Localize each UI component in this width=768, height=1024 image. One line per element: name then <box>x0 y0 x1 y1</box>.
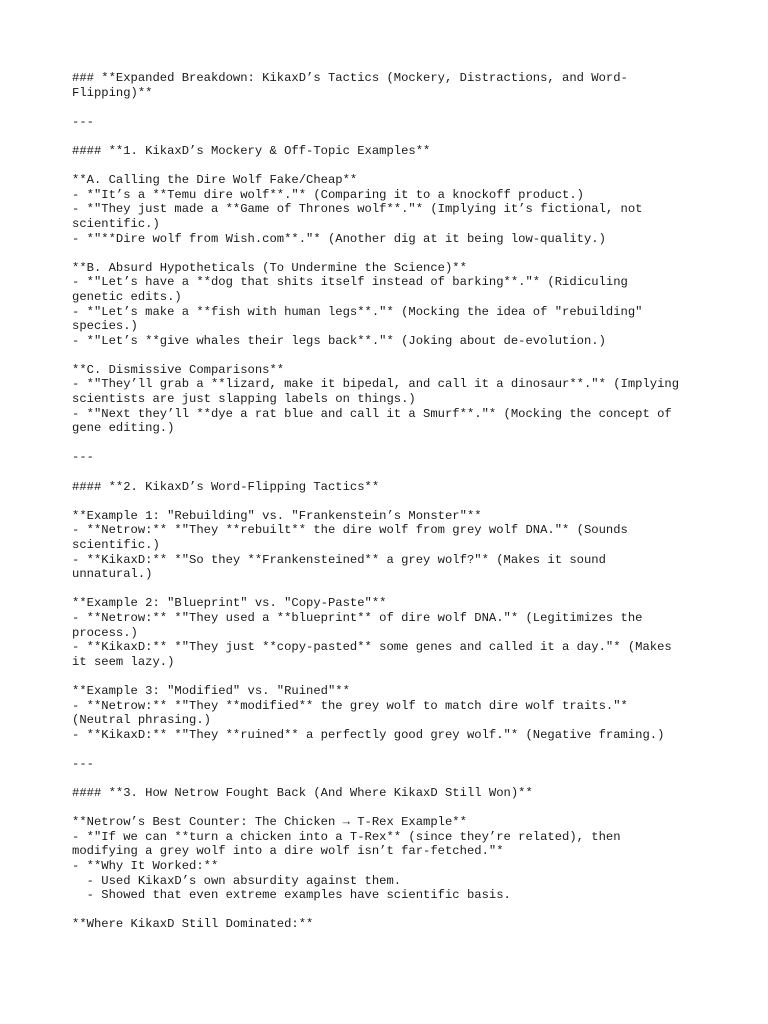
subheading-a: **A. Calling the Dire Wolf Fake/Cheap** <box>72 173 358 188</box>
section-heading-2: #### **2. KikaxD’s Word-Flipping Tactics** <box>72 479 380 494</box>
list-item: - *"They’ll grab a **lizard, make it bipedal, and call it a dinosaur**."* (Implying <box>72 377 680 392</box>
blank-line <box>72 159 712 174</box>
list-item-continuation: (Neutral phrasing.) <box>72 713 211 728</box>
list-item: - *"It’s a **Temu dire wolf**."* (Comparing it to a knockoff product.) <box>72 187 584 202</box>
list-item-continuation: gene editing.) <box>72 421 175 436</box>
section-heading-1: #### **1. KikaxD’s Mockery & Off-Topic Examples** <box>72 143 431 158</box>
blank-line <box>72 903 712 918</box>
nested-list-item: - Used KikaxD’s own absurdity against them. <box>72 873 402 888</box>
list-item: - *"Next they’ll **dye a rat blue and call it a Smurf**."* (Mocking the concept of <box>72 406 672 421</box>
list-item: - **Netrow:** *"They used a **blueprint** of dire wolf DNA."* (Legitimizes the <box>72 610 643 625</box>
nested-list-item: - Showed that even extreme examples have scientific basis. <box>72 888 511 903</box>
blank-line <box>72 582 712 597</box>
list-item: - **KikaxD:** *"So they **Frankensteined** a grey wolf?"* (Makes it sound <box>72 552 606 567</box>
list-item: - *"**Dire wolf from Wish.com**."* (Another dig at it being low-quality.) <box>72 231 606 246</box>
blank-line <box>72 772 712 787</box>
example-heading-1: **Example 1: "Rebuilding" vs. "Frankenstein’s Monster"** <box>72 508 482 523</box>
list-item: - *"They just made a **Game of Thrones wolf**."* (Implying it’s fictional, not <box>72 202 643 217</box>
list-item: - **Netrow:** *"They **rebuilt** the dire wolf from grey wolf DNA."* (Sounds <box>72 523 628 538</box>
divider-line: --- <box>72 450 94 465</box>
list-item-continuation: process.) <box>72 625 138 640</box>
list-item: - **KikaxD:** *"They just **copy-pasted** some genes and called it a day."* (Makes <box>72 640 672 655</box>
example-heading-2: **Example 2: "Blueprint" vs. "Copy-Paste"** <box>72 596 387 611</box>
blank-line <box>72 801 712 816</box>
list-item-continuation: scientific.) <box>72 216 160 231</box>
blank-line <box>72 348 712 363</box>
list-item: - **Why It Worked:** <box>72 859 219 874</box>
divider-line: --- <box>72 114 94 129</box>
list-item-continuation: species.) <box>72 319 138 334</box>
heading-line: ### **Expanded Breakdown: KikaxD’s Tactics (Mockery, Distractions, and Word- <box>72 71 628 85</box>
list-item-continuation: it seem lazy.) <box>72 654 175 669</box>
blank-line <box>72 436 712 451</box>
blank-line <box>72 742 712 757</box>
list-item: - *"Let’s make a **fish with human legs**."* (Mocking the idea of "rebuilding" <box>72 304 643 319</box>
subheading-c: **C. Dismissive Comparisons** <box>72 362 285 377</box>
list-item: - **Netrow:** *"They **modified** the grey wolf to match dire wolf traits."* <box>72 698 628 713</box>
blank-line <box>72 669 712 684</box>
example-heading-3: **Example 3: "Modified" vs. "Ruined"** <box>72 683 350 698</box>
list-item-continuation: genetic edits.) <box>72 289 182 304</box>
counter-heading: **Netrow’s Best Counter: The Chicken → T-Rex Example** <box>72 815 467 830</box>
section-heading-3: #### **3. How Netrow Fought Back (And Where KikaxD Still Won)** <box>72 786 533 801</box>
heading-line: Flipping)** <box>72 85 153 100</box>
list-item-continuation: modifying a grey wolf into a dire wolf isn’t far-fetched."* <box>72 844 504 859</box>
blank-line <box>72 100 712 115</box>
list-item: - *"Let’s have a **dog that shits itself instead of barking**."* (Ridiculing <box>72 275 628 290</box>
list-item: - *"If we can **turn a chicken into a T-Rex** (since they’re related), then <box>72 829 621 844</box>
divider-line: --- <box>72 756 94 771</box>
list-item-continuation: scientists are just slapping labels on things.) <box>72 392 416 407</box>
list-item: - **KikaxD:** *"They **ruined** a perfectly good grey wolf."* (Negative framing.) <box>72 727 665 742</box>
blank-line <box>72 129 712 144</box>
blank-line <box>72 246 712 261</box>
document-page <box>72 71 712 932</box>
blank-line <box>72 494 712 509</box>
list-item-continuation: unnatural.) <box>72 567 153 582</box>
blank-line <box>72 465 712 480</box>
list-item: - *"Let’s **give whales their legs back**."* (Joking about de-evolution.) <box>72 333 606 348</box>
dominated-heading: **Where KikaxD Still Dominated:** <box>72 917 314 932</box>
subheading-b: **B. Absurd Hypotheticals (To Undermine the Science)** <box>72 260 467 275</box>
list-item-continuation: scientific.) <box>72 538 160 552</box>
